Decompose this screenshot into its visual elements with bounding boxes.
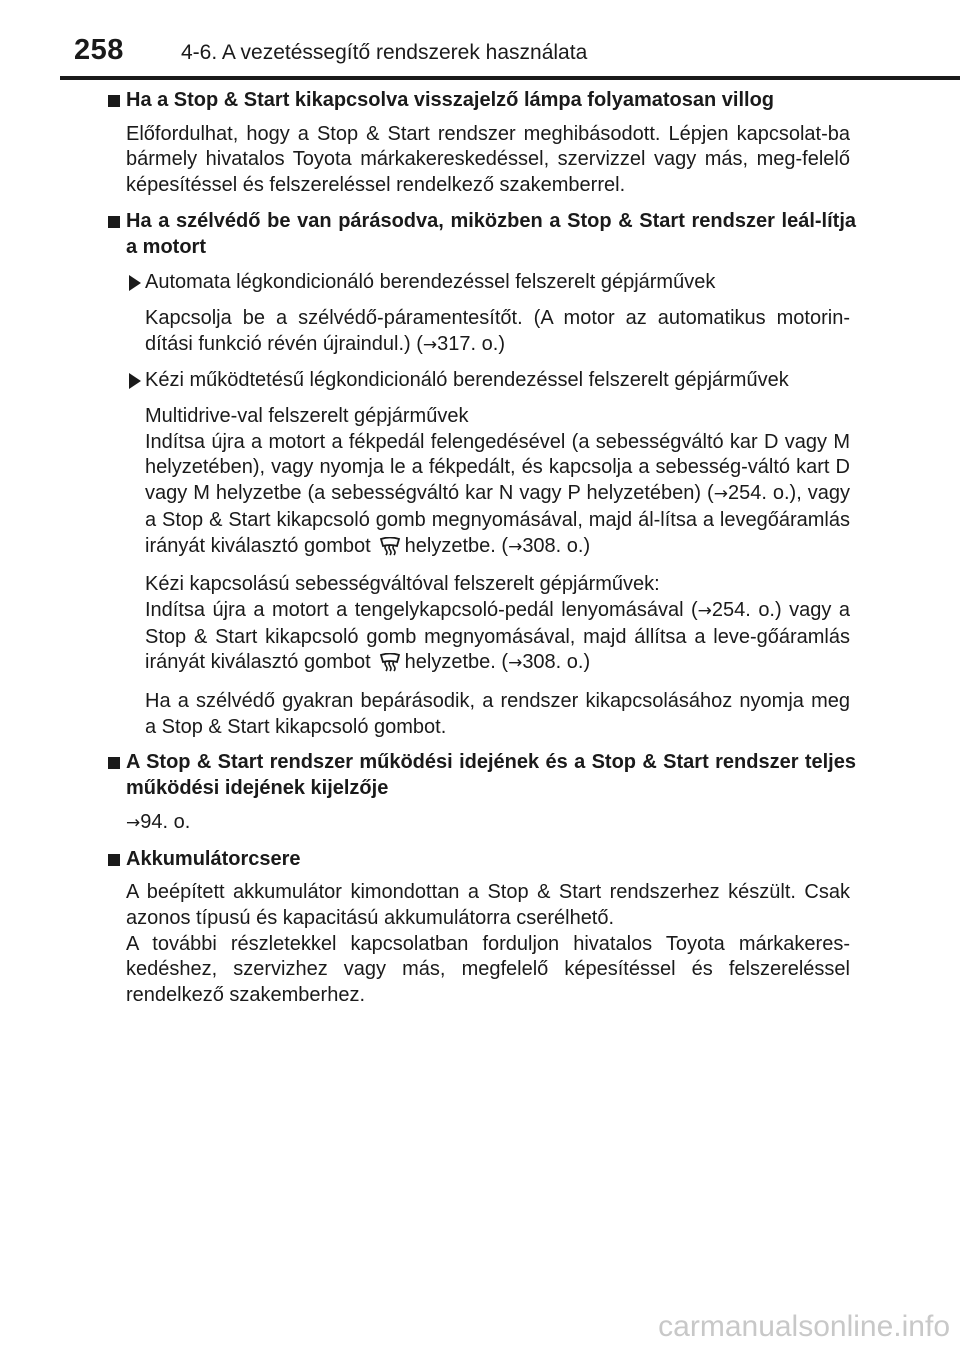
section-heading: Akkumulátorcsere bbox=[0, 847, 960, 873]
manual-transmission-block bbox=[0, 572, 960, 681]
square-bullet-icon bbox=[108, 757, 120, 769]
page-content bbox=[0, 88, 960, 1009]
chapter-title: 4-6. A vezetéssegítő rendszerek használata bbox=[181, 41, 588, 64]
section-reference: →94. o. bbox=[126, 810, 191, 833]
square-bullet-icon bbox=[108, 854, 120, 866]
subsection-body: Kapcsolja be a szélvédő-páramentesítőt. (A motor az automatikus motorin-dítási funkció révén újraindul.) (→317. o.) bbox=[145, 306, 850, 355]
arrow-icon: → bbox=[508, 536, 523, 557]
section-heading: Ha a szélvédő be van párásodva, miközben a Stop & Start rendszer leál-lítja a motort bbox=[0, 209, 960, 260]
section-body: A beépített akkumulátor kimondottan a Stop & Start rendszerhez készült. Csak azonos típusú és kapacitású akkumulátorra cserélhető. bbox=[126, 881, 850, 929]
triangle-bullet-icon bbox=[129, 275, 141, 291]
square-bullet-icon bbox=[108, 216, 120, 228]
arrow-icon: → bbox=[126, 812, 141, 833]
square-bullet-icon bbox=[108, 95, 120, 107]
multidrive-text: Indítsa újra a motort a fékpedál felengedésével (a sebességváltó kar D vagy M helyzetében), vagy nyomja le a fékpedált, és kapcsolja a sebesség-váltó kart D vagy M helyzetbe (a sebességváltó kar N vagy P helyzetében) (→254. o.), vagy a Stop & Start kikapcsoló gomb megnyomásával, majd ál-lítsa a levegőáramlás irányát kiválasztó gombot helyzetbe. (→308. o.) bbox=[145, 430, 850, 565]
watermark: carmanualsonline.info bbox=[658, 1310, 950, 1343]
section-heading: Ha a Stop & Start kikapcsolva visszajelző lámpa folyamatosan villog bbox=[0, 88, 960, 114]
arrow-icon: → bbox=[713, 484, 728, 505]
subsection-title: Automata légkondicionáló berendezéssel felszerelt gépjárművek bbox=[0, 270, 960, 296]
triangle-bullet-icon bbox=[129, 373, 141, 389]
fogging-note: Ha a szélvédő gyakran bepárásodik, a rendszer kikapcsolásához nyomja meg a Stop & Start kikapcsoló gombot. bbox=[145, 690, 850, 738]
subsection-title: Kézi működtetésű légkondicionáló berendezéssel felszerelt gépjárművek bbox=[0, 368, 960, 394]
arrow-icon: → bbox=[697, 600, 712, 621]
mt-title: Kézi kapcsolású sebességváltóval felszerelt gépjárművek: bbox=[145, 573, 660, 596]
arrow-icon: → bbox=[422, 334, 438, 355]
page-header bbox=[0, 0, 960, 80]
defroster-icon bbox=[379, 653, 401, 681]
page-number: 258 bbox=[74, 34, 124, 66]
section-heading: A Stop & Start rendszer működési idejének és a Stop & Start rendszer teljes működési idejének kijelzője bbox=[0, 750, 960, 801]
multidrive-title: Multidrive-val felszerelt gépjárművek bbox=[145, 405, 469, 428]
defroster-icon bbox=[379, 537, 401, 565]
mt-text: Indítsa újra a motort a tengelykapcsoló-pedál lenyomásával (→254. o.) vagy a Stop & Start kikapcsoló gomb megnyomásával, majd állítsa a leve-gőáramlás irányát kiválasztó gombot helyzetbe. (→308. o.) bbox=[145, 598, 850, 681]
section-body: Előfordulhat, hogy a Stop & Start rendszer meghibásodott. Lépjen kapcsolat-ba bármely hivatalos Toyota márkakereskedéssel, szervizzel vagy más, meg-felelő képesítéssel és felszereléssel rendelkező szakemberrel. bbox=[126, 122, 850, 197]
section-body: A további részletekkel kapcsolatban forduljon hivatalos Toyota márkakeres-kedéshez, szervizhez vagy más, megfelelő képesítéssel és felszereléssel rendelkező szakemberhez. bbox=[126, 932, 850, 1007]
header-rule bbox=[60, 76, 960, 80]
arrow-icon: → bbox=[508, 653, 523, 674]
multidrive-block bbox=[0, 404, 960, 564]
